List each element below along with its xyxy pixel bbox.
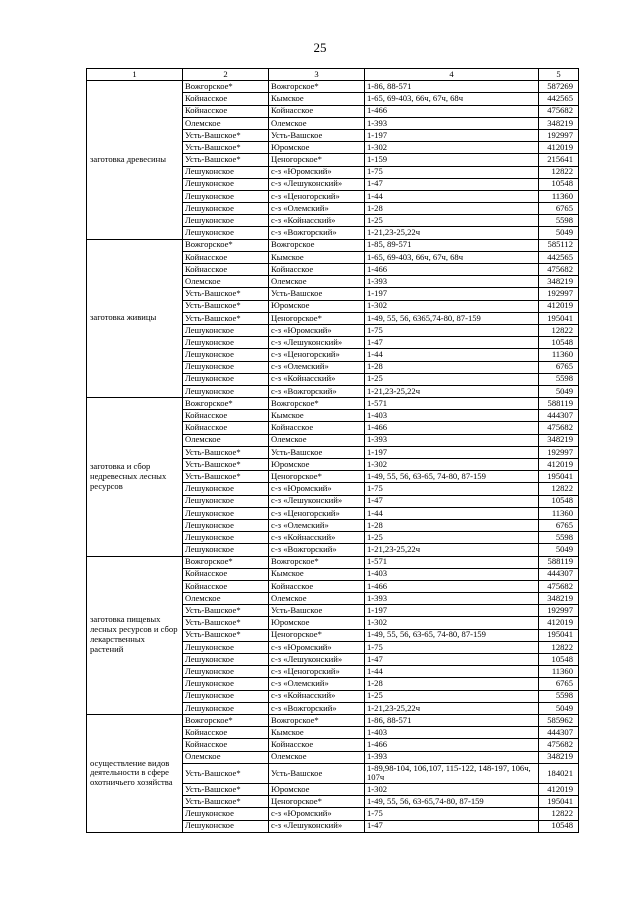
area-cell: 192997 <box>539 129 579 141</box>
quarters-cell: 1-75 <box>365 483 539 495</box>
quarters-cell: 1-47 <box>365 495 539 507</box>
quarters-cell: 1-393 <box>365 751 539 763</box>
activity-type-cell: осуществление видов деятельности в сфере охотничьего хозяйства <box>87 714 183 832</box>
table-row <box>87 714 579 726</box>
forestry-cell: Лешуконское <box>183 666 269 678</box>
district-forestry-cell: Вожгорское* <box>269 81 365 93</box>
district-forestry-cell: Олемское <box>269 117 365 129</box>
forestry-cell: Лешуконское <box>183 349 269 361</box>
district-forestry-cell: с-з «Юромский» <box>269 808 365 820</box>
quarters-cell: 1-28 <box>365 203 539 215</box>
forestry-cell: Койнасское <box>183 410 269 422</box>
area-cell: 12822 <box>539 166 579 178</box>
column-header: 4 <box>365 69 539 81</box>
area-cell: 195041 <box>539 629 579 641</box>
district-forestry-cell: Вожгорское* <box>269 556 365 568</box>
district-forestry-cell: с-з «Юромский» <box>269 641 365 653</box>
area-cell: 5598 <box>539 532 579 544</box>
quarters-cell: 1-466 <box>365 580 539 592</box>
area-cell: 12822 <box>539 641 579 653</box>
area-cell: 5598 <box>539 215 579 227</box>
area-cell: 5049 <box>539 702 579 714</box>
quarters-cell: 1-571 <box>365 556 539 568</box>
district-forestry-cell: с-з «Вожгорский» <box>269 544 365 556</box>
forestry-cell: Лешуконское <box>183 532 269 544</box>
district-forestry-cell: Вожгорское* <box>269 398 365 410</box>
district-forestry-cell: Юромское <box>269 617 365 629</box>
district-forestry-cell: с-з «Койнасский» <box>269 215 365 227</box>
forestry-cell: Койнасское <box>183 568 269 580</box>
forestry-cell: Койнасское <box>183 580 269 592</box>
forestry-cell: Усть-Вашское* <box>183 129 269 141</box>
forestry-cell: Вожгорское* <box>183 239 269 251</box>
forestry-cell: Олемское <box>183 434 269 446</box>
area-cell: 475682 <box>539 739 579 751</box>
area-cell: 585112 <box>539 239 579 251</box>
area-cell: 192997 <box>539 605 579 617</box>
forestry-cell: Олемское <box>183 593 269 605</box>
area-cell: 12822 <box>539 483 579 495</box>
area-cell: 5049 <box>539 227 579 239</box>
district-forestry-cell: с-з «Лешуконский» <box>269 820 365 832</box>
district-forestry-cell: Ценогорское* <box>269 629 365 641</box>
area-cell: 192997 <box>539 446 579 458</box>
area-cell: 444307 <box>539 568 579 580</box>
area-cell: 348219 <box>539 751 579 763</box>
area-cell: 588119 <box>539 556 579 568</box>
area-cell: 348219 <box>539 434 579 446</box>
forestry-cell: Лешуконское <box>183 324 269 336</box>
forestry-cell: Усть-Вашское* <box>183 446 269 458</box>
quarters-cell: 1-25 <box>365 690 539 702</box>
area-cell: 475682 <box>539 422 579 434</box>
district-forestry-cell: с-з «Койнасский» <box>269 373 365 385</box>
quarters-cell: 1-466 <box>365 422 539 434</box>
district-forestry-cell: с-з «Ценогорский» <box>269 507 365 519</box>
district-forestry-cell: с-з «Олемский» <box>269 678 365 690</box>
table-row <box>87 239 579 251</box>
quarters-cell: 1-571 <box>365 398 539 410</box>
quarters-cell: 1-44 <box>365 507 539 519</box>
quarters-cell: 1-403 <box>365 410 539 422</box>
forestry-cell: Лешуконское <box>183 690 269 702</box>
district-forestry-cell: Усть-Вашское <box>269 446 365 458</box>
quarters-cell: 1-86, 88-571 <box>365 714 539 726</box>
area-cell: 6765 <box>539 519 579 531</box>
activity-type-cell: заготовка и сбор недревесных лесных ресурсов <box>87 398 183 556</box>
quarters-cell: 1-393 <box>365 434 539 446</box>
district-forestry-cell: Юромское <box>269 300 365 312</box>
table-header-row <box>87 69 579 81</box>
forestry-cell: Усть-Вашское* <box>183 154 269 166</box>
column-header: 5 <box>539 69 579 81</box>
quarters-cell: 1-44 <box>365 349 539 361</box>
district-forestry-cell: с-з «Лешуконский» <box>269 495 365 507</box>
area-cell: 588119 <box>539 398 579 410</box>
quarters-cell: 1-65, 69-403, 66ч, 67ч, 68ч <box>365 93 539 105</box>
area-cell: 412019 <box>539 142 579 154</box>
quarters-cell: 1-466 <box>365 105 539 117</box>
quarters-cell: 1-28 <box>365 361 539 373</box>
area-cell: 5598 <box>539 373 579 385</box>
forestry-cell: Койнасское <box>183 105 269 117</box>
district-forestry-cell: Юромское <box>269 459 365 471</box>
area-cell: 10548 <box>539 820 579 832</box>
area-cell: 11360 <box>539 190 579 202</box>
district-forestry-cell: с-з «Вожгорский» <box>269 702 365 714</box>
area-cell: 442565 <box>539 93 579 105</box>
quarters-cell: 1-197 <box>365 129 539 141</box>
area-cell: 11360 <box>539 666 579 678</box>
district-forestry-cell: Усть-Вашское <box>269 605 365 617</box>
district-forestry-cell: Вожгорское <box>269 239 365 251</box>
forestry-cell: Усть-Вашское* <box>183 459 269 471</box>
table-row <box>87 81 579 93</box>
district-forestry-cell: с-з «Юромский» <box>269 166 365 178</box>
quarters-cell: 1-49, 55, 56, 6365,74-80, 87-159 <box>365 312 539 324</box>
district-forestry-cell: Ценогорское* <box>269 312 365 324</box>
column-header: 1 <box>87 69 183 81</box>
forestry-cell: Лешуконское <box>183 519 269 531</box>
forestry-cell: Усть-Вашское* <box>183 763 269 783</box>
area-cell: 10548 <box>539 337 579 349</box>
area-cell: 412019 <box>539 459 579 471</box>
area-cell: 6765 <box>539 203 579 215</box>
column-header: 2 <box>183 69 269 81</box>
forestry-cell: Вожгорское* <box>183 398 269 410</box>
quarters-cell: 1-302 <box>365 300 539 312</box>
forest-use-table <box>86 68 579 833</box>
district-forestry-cell: Койнасское <box>269 105 365 117</box>
quarters-cell: 1-197 <box>365 446 539 458</box>
district-forestry-cell: Олемское <box>269 434 365 446</box>
quarters-cell: 1-44 <box>365 190 539 202</box>
area-cell: 215641 <box>539 154 579 166</box>
quarters-cell: 1-393 <box>365 276 539 288</box>
column-header: 3 <box>269 69 365 81</box>
forestry-cell: Лешуконское <box>183 654 269 666</box>
district-forestry-cell: Ценогорское* <box>269 471 365 483</box>
district-forestry-cell: Олемское <box>269 593 365 605</box>
area-cell: 412019 <box>539 783 579 795</box>
quarters-cell: 1-49, 55, 56, 63-65, 74-80, 87-159 <box>365 629 539 641</box>
quarters-cell: 1-49, 55, 56, 63-65,74-80, 87-159 <box>365 796 539 808</box>
area-cell: 10548 <box>539 495 579 507</box>
area-cell: 195041 <box>539 471 579 483</box>
area-cell: 442565 <box>539 251 579 263</box>
activity-type-cell: заготовка древесины <box>87 81 183 239</box>
activity-type-cell: заготовка пищевых лесных ресурсов и сбор лекарственных растений <box>87 556 183 714</box>
quarters-cell: 1-403 <box>365 727 539 739</box>
district-forestry-cell: Кымское <box>269 568 365 580</box>
area-cell: 195041 <box>539 312 579 324</box>
quarters-cell: 1-466 <box>365 264 539 276</box>
district-forestry-cell: Койнасское <box>269 264 365 276</box>
area-cell: 11360 <box>539 507 579 519</box>
area-cell: 587269 <box>539 81 579 93</box>
forestry-cell: Лешуконское <box>183 337 269 349</box>
district-forestry-cell: Ценогорское* <box>269 154 365 166</box>
quarters-cell: 1-302 <box>365 783 539 795</box>
district-forestry-cell: Усть-Вашское <box>269 129 365 141</box>
forestry-cell: Койнасское <box>183 93 269 105</box>
forestry-cell: Усть-Вашское* <box>183 142 269 154</box>
quarters-cell: 1-403 <box>365 568 539 580</box>
quarters-cell: 1-159 <box>365 154 539 166</box>
area-cell: 412019 <box>539 300 579 312</box>
area-cell: 10548 <box>539 178 579 190</box>
district-forestry-cell: с-з «Вожгорский» <box>269 227 365 239</box>
quarters-cell: 1-21,23-25,22ч <box>365 544 539 556</box>
forestry-cell: Лешуконское <box>183 215 269 227</box>
area-cell: 348219 <box>539 276 579 288</box>
forestry-cell: Койнасское <box>183 251 269 263</box>
district-forestry-cell: Усть-Вашское <box>269 763 365 783</box>
district-forestry-cell: с-з «Койнасский» <box>269 690 365 702</box>
forestry-cell: Усть-Вашское* <box>183 629 269 641</box>
forestry-cell: Усть-Вашское* <box>183 605 269 617</box>
forestry-cell: Лешуконское <box>183 495 269 507</box>
district-forestry-cell: Олемское <box>269 276 365 288</box>
area-cell: 12822 <box>539 324 579 336</box>
forestry-cell: Олемское <box>183 751 269 763</box>
area-cell: 444307 <box>539 727 579 739</box>
forestry-cell: Усть-Вашское* <box>183 783 269 795</box>
district-forestry-cell: Кымское <box>269 251 365 263</box>
forestry-cell: Лешуконское <box>183 544 269 556</box>
quarters-cell: 1-21,23-25,22ч <box>365 385 539 397</box>
area-cell: 585962 <box>539 714 579 726</box>
forestry-cell: Лешуконское <box>183 483 269 495</box>
district-forestry-cell: Ценогорское* <box>269 796 365 808</box>
forestry-cell: Усть-Вашское* <box>183 288 269 300</box>
district-forestry-cell: с-з «Лешуконский» <box>269 654 365 666</box>
forestry-cell: Лешуконское <box>183 190 269 202</box>
quarters-cell: 1-85, 89-571 <box>365 239 539 251</box>
quarters-cell: 1-197 <box>365 605 539 617</box>
forestry-cell: Вожгорское* <box>183 714 269 726</box>
quarters-cell: 1-21,23-25,22ч <box>365 227 539 239</box>
district-forestry-cell: с-з «Олемский» <box>269 361 365 373</box>
quarters-cell: 1-302 <box>365 142 539 154</box>
forestry-cell: Усть-Вашское* <box>183 312 269 324</box>
quarters-cell: 1-44 <box>365 666 539 678</box>
district-forestry-cell: с-з «Олемский» <box>269 203 365 215</box>
district-forestry-cell: Усть-Вашское <box>269 288 365 300</box>
area-cell: 6765 <box>539 678 579 690</box>
quarters-cell: 1-47 <box>365 654 539 666</box>
district-forestry-cell: с-з «Лешуконский» <box>269 337 365 349</box>
table-row <box>87 398 579 410</box>
district-forestry-cell: Олемское <box>269 751 365 763</box>
district-forestry-cell: с-з «Вожгорский» <box>269 385 365 397</box>
forestry-cell: Усть-Вашское* <box>183 300 269 312</box>
forestry-cell: Лешуконское <box>183 641 269 653</box>
forestry-cell: Койнасское <box>183 264 269 276</box>
quarters-cell: 1-197 <box>365 288 539 300</box>
area-cell: 5598 <box>539 690 579 702</box>
quarters-cell: 1-302 <box>365 617 539 629</box>
forestry-cell: Лешуконское <box>183 361 269 373</box>
table-row <box>87 556 579 568</box>
area-cell: 6765 <box>539 361 579 373</box>
district-forestry-cell: Койнасское <box>269 580 365 592</box>
quarters-cell: 1-28 <box>365 678 539 690</box>
quarters-cell: 1-302 <box>365 459 539 471</box>
area-cell: 348219 <box>539 593 579 605</box>
forestry-cell: Усть-Вашское* <box>183 796 269 808</box>
district-forestry-cell: с-з «Юромский» <box>269 483 365 495</box>
district-forestry-cell: с-з «Лешуконский» <box>269 178 365 190</box>
district-forestry-cell: Койнасское <box>269 422 365 434</box>
forestry-cell: Лешуконское <box>183 507 269 519</box>
area-cell: 195041 <box>539 796 579 808</box>
forestry-cell: Лешуконское <box>183 385 269 397</box>
quarters-cell: 1-393 <box>365 117 539 129</box>
quarters-cell: 1-47 <box>365 337 539 349</box>
quarters-cell: 1-65, 69-403, 66ч, 67ч, 68ч <box>365 251 539 263</box>
forestry-cell: Лешуконское <box>183 373 269 385</box>
forestry-cell: Лешуконское <box>183 203 269 215</box>
district-forestry-cell: Юромское <box>269 142 365 154</box>
forestry-cell: Койнасское <box>183 727 269 739</box>
district-forestry-cell: Кымское <box>269 93 365 105</box>
forestry-cell: Олемское <box>183 276 269 288</box>
forestry-cell: Вожгорское* <box>183 556 269 568</box>
quarters-cell: 1-25 <box>365 215 539 227</box>
forestry-cell: Лешуконское <box>183 227 269 239</box>
district-forestry-cell: Кымское <box>269 410 365 422</box>
quarters-cell: 1-86, 88-571 <box>365 81 539 93</box>
area-cell: 348219 <box>539 117 579 129</box>
district-forestry-cell: Вожгорское* <box>269 714 365 726</box>
quarters-cell: 1-49, 55, 56, 63-65, 74-80, 87-159 <box>365 471 539 483</box>
district-forestry-cell: с-з «Олемский» <box>269 519 365 531</box>
district-forestry-cell: с-з «Ценогорский» <box>269 666 365 678</box>
forestry-cell: Усть-Вашское* <box>183 617 269 629</box>
area-cell: 11360 <box>539 349 579 361</box>
forestry-cell: Олемское <box>183 117 269 129</box>
area-cell: 192997 <box>539 288 579 300</box>
forestry-cell: Лешуконское <box>183 166 269 178</box>
quarters-cell: 1-25 <box>365 532 539 544</box>
quarters-cell: 1-75 <box>365 808 539 820</box>
quarters-cell: 1-28 <box>365 519 539 531</box>
area-cell: 10548 <box>539 654 579 666</box>
forestry-cell: Койнасское <box>183 422 269 434</box>
forestry-cell: Лешуконское <box>183 702 269 714</box>
area-cell: 475682 <box>539 264 579 276</box>
quarters-cell: 1-466 <box>365 739 539 751</box>
quarters-cell: 1-47 <box>365 820 539 832</box>
page-number: 25 <box>313 40 327 55</box>
forestry-cell: Койнасское <box>183 739 269 751</box>
quarters-cell: 1-75 <box>365 641 539 653</box>
area-cell: 444307 <box>539 410 579 422</box>
quarters-cell: 1-393 <box>365 593 539 605</box>
forestry-cell: Лешуконское <box>183 820 269 832</box>
quarters-cell: 1-25 <box>365 373 539 385</box>
forestry-cell: Лешуконское <box>183 678 269 690</box>
district-forestry-cell: Юромское <box>269 783 365 795</box>
district-forestry-cell: с-з «Юромский» <box>269 324 365 336</box>
forestry-cell: Лешуконское <box>183 808 269 820</box>
activity-type-cell: заготовка живицы <box>87 239 183 397</box>
area-cell: 184021 <box>539 763 579 783</box>
forestry-cell: Усть-Вашское* <box>183 471 269 483</box>
district-forestry-cell: с-з «Ценогорский» <box>269 190 365 202</box>
area-cell: 412019 <box>539 617 579 629</box>
quarters-cell: 1-75 <box>365 324 539 336</box>
area-cell: 475682 <box>539 105 579 117</box>
quarters-cell: 1-21,23-25,22ч <box>365 702 539 714</box>
forestry-cell: Вожгорское* <box>183 81 269 93</box>
district-forestry-cell: с-з «Койнасский» <box>269 532 365 544</box>
quarters-cell: 1-89,98-104, 106,107, 115-122, 148-197, 106ч, 107ч <box>365 763 539 783</box>
forestry-cell: Лешуконское <box>183 178 269 190</box>
area-cell: 12822 <box>539 808 579 820</box>
area-cell: 475682 <box>539 580 579 592</box>
district-forestry-cell: Койнасское <box>269 739 365 751</box>
quarters-cell: 1-75 <box>365 166 539 178</box>
quarters-cell: 1-47 <box>365 178 539 190</box>
area-cell: 5049 <box>539 544 579 556</box>
district-forestry-cell: с-з «Ценогорский» <box>269 349 365 361</box>
district-forestry-cell: Кымское <box>269 727 365 739</box>
area-cell: 5049 <box>539 385 579 397</box>
